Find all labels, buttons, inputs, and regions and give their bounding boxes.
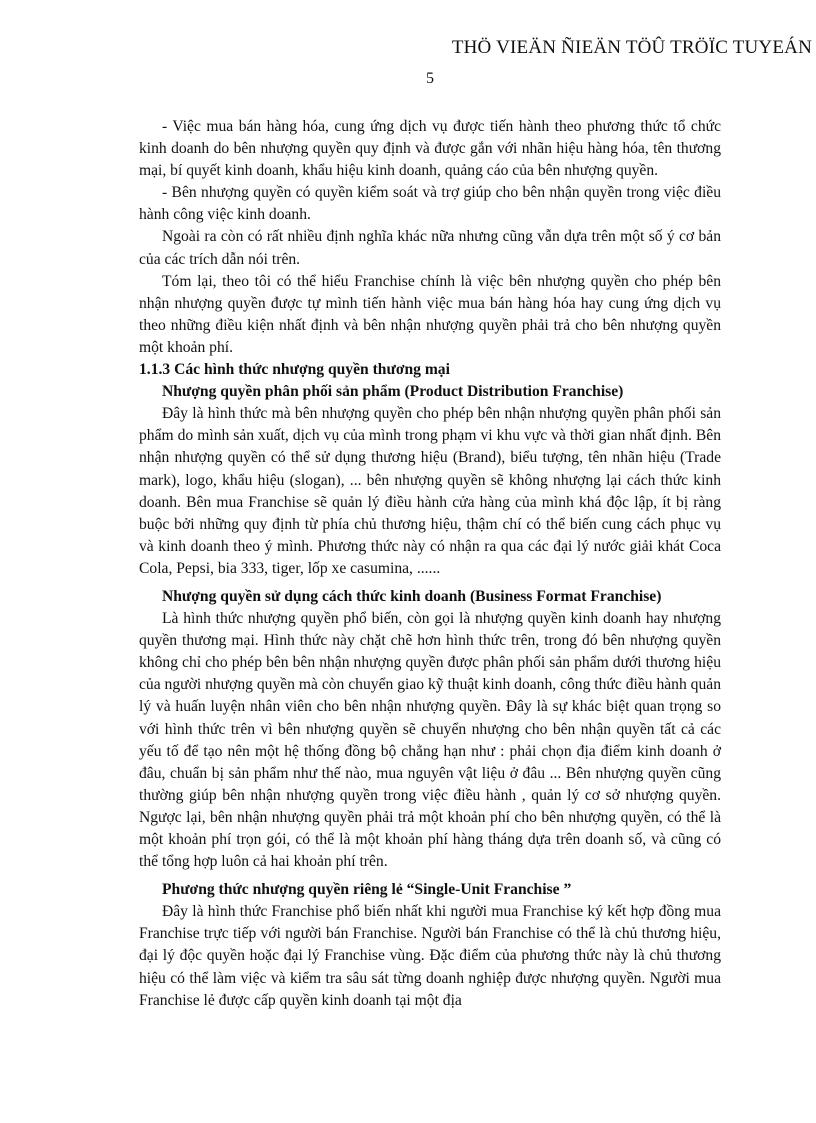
paragraph: Đây là hình thức mà bên nhượng quyền cho phép bên nhận nhượng quyền phân phối sản phẩm do mình sản xuất, dịch vụ của mình trong phạm vi khu vực và thời gian nhất định. Bên nhận nhượng quyền có thể sử dụng thương hiệu (Brand), biểu tượng, tên nhãn hiệu (Trade mark), logo, khẩu hiệu (slogan), ... bên nhượng quyền sẽ không nhượng lại cách thức kinh doanh. Bên mua Franchise sẽ quản lý điều hành cửa hàng của mình khá độc lập, ít bị ràng buộc bởi những quy định từ phía chủ thương hiệu, thậm chí có thể biến cung cách phục vụ và kinh doanh theo ý mình. Phương thức này có nhận ra qua các đại lý nước giải khát Coca Cola, Pepsi, bia 333, tiger, lốp xe casumina, ...... xyxy=(139,405,721,577)
running-header: THÖ VIEÄN ÑIEÄN TÖÛ TRÖÏC TUYEÁN xyxy=(451,37,812,58)
subsection-heading: Phương thức nhượng quyền riêng lẻ “Single-Unit Franchise ” xyxy=(162,881,572,899)
paragraph: Tóm lại, theo tôi có thể hiểu Franchise chính là việc bên nhượng quyền cho phép bên nhận nhượng quyền được tự mình tiến hành việc mua bán hàng hóa hay cung ứng dịch vụ theo những điều kiện nhất định và bên nhận nhượng quyền phải trả cho bên nhượng quyền một khoản phí. xyxy=(139,272,721,356)
page-body xyxy=(139,116,721,1012)
page-number: 5 xyxy=(426,70,434,87)
section-heading: 1.1.3 Các hình thức nhượng quyền thương mại xyxy=(139,361,450,379)
paragraph: - Việc mua bán hàng hóa, cung ứng dịch vụ được tiến hành theo phương thức tổ chức kinh doanh do bên nhượng quyền quy định và được gắn với nhãn hiệu hàng hóa, tên thương mại, bí quyết kinh doanh, khẩu hiệu kinh doanh, quảng cáo của bên nhượng quyền. xyxy=(139,118,721,180)
paragraph: Là hình thức nhượng quyền phổ biến, còn gọi là nhượng quyền kinh doanh hay nhượng quyền thương mại. Hình thức này chặt chẽ hơn hình thức trên, trong đó bên nhượng quyền không chỉ cho phép bên bên nhận nhượng quyền được phân phối sản phẩm dưới thương hiệu của người nhượng quyền mà còn chuyển giao kỹ thuật kinh doanh, công thức điều hành quản lý và huấn luyện nhân viên cho bên nhận nhượng quyền. Đây là sự khác biệt quan trọng so với hình thức trên vì bên nhượng quyền sẽ chuyển nhượng cho bên nhận quyền tất cả các yếu tố để tạo nên một hệ thống đồng bộ chẳng hạn như : phải chọn địa điểm kinh doanh ở đâu, chuẩn bị sản phẩm như thế nào, mua nguyên vật liệu ở đâu ... Bên nhượng quyền cũng thường giúp bên nhận nhượng quyền trong việc điều hành , quản lý cơ sở nhượng quyền. Ngược lại, bên nhận nhượng quyền phải trả một khoản phí cho bên nhượng quyền, có thể là một khoản phí trọn gói, có thể là một khoản phí hàng tháng dựa trên doanh số, và cũng có thể tổng hợp luôn cả hai khoản phí trên. xyxy=(139,610,721,871)
paragraph: Đây là hình thức Franchise phổ biến nhất khi người mua Franchise ký kết hợp đồng mua Franchise trực tiếp với người bán Franchise. Người bán Franchise có thể là chủ thương hiệu, đại lý độc quyền hoặc đại lý Franchise vùng. Đặc điểm của phương thức này là chủ thương hiệu có thể làm việc và kiểm tra sâu sát từng doanh nghiệp được nhượng quyền. Người mua Franchise lẻ được cấp quyền kinh doanh tại một địa xyxy=(139,903,721,1009)
paragraph: - Bên nhượng quyền có quyền kiểm soát và trợ giúp cho bên nhận quyền trong việc điều hành công việc kinh doanh. xyxy=(139,184,721,224)
subsection-heading: Nhượng quyền sử dụng cách thức kinh doanh (Business Format Franchise) xyxy=(162,587,662,605)
subsection-heading: Nhượng quyền phân phối sản phẩm (Product Distribution Franchise) xyxy=(162,383,624,401)
paragraph: Ngoài ra còn có rất nhiều định nghĩa khác nữa nhưng cũng vẫn dựa trên một số ý cơ bản của các trích dẫn nói trên. xyxy=(139,228,721,268)
